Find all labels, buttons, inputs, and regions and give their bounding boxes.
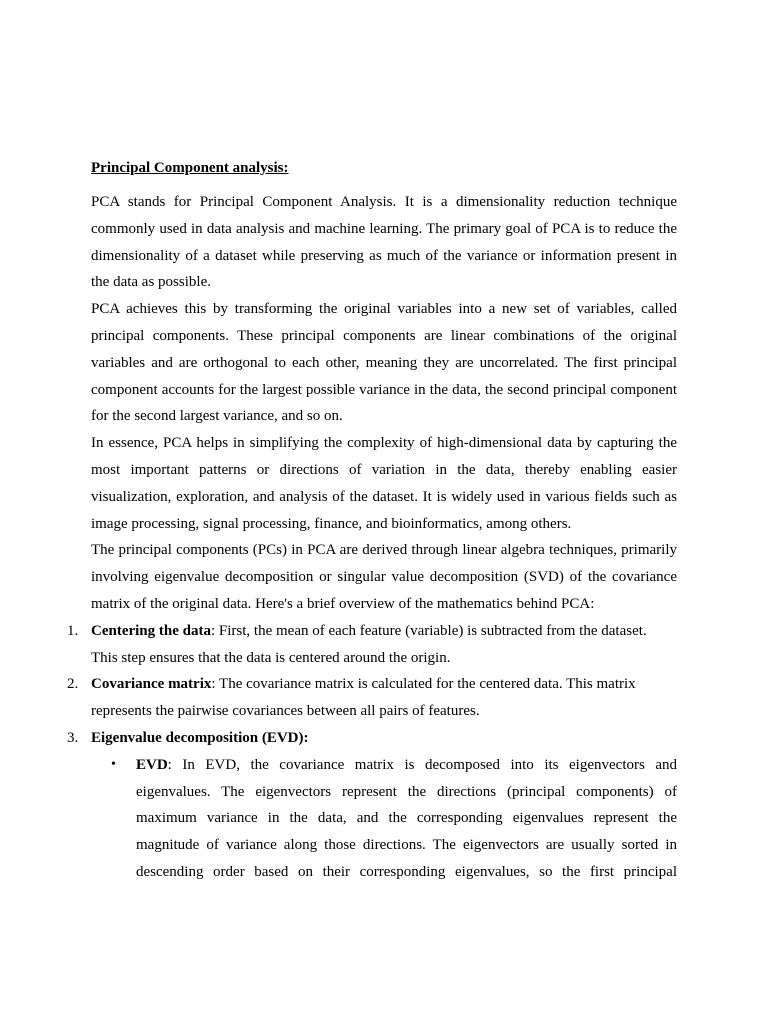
paragraph-pca-definition: PCA stands for Principal Component Analysis. It is a dimensionality reduction technique commonly used in data analysis and machine learning. The primary goal of PCA is to reduce the dimensionality of a dataset while preserving as much of the variance or information present in the data as possible.: [91, 194, 677, 291]
bullet-item-evd: [111, 752, 677, 886]
steps-list: [67, 618, 677, 886]
term-covariance-matrix: Covariance matrix: [91, 676, 212, 693]
paragraph-mathematics-intro: The principal components (PCs) in PCA are derived through linear algebra techniques, primarily involving eigenvalue decomposition or singular value decomposition (SVD) of the covariance matrix of the original data. Here's a brief overview of the mathematics behind PCA:: [91, 542, 677, 612]
list-number: 3.: [67, 729, 79, 746]
paragraph-essence: In essence, PCA helps in simplifying the complexity of high-dimensional data by capturing the most important patterns or directions of variation in the data, thereby enabling easier visualization, exploration, and analysis of the dataset. It is widely used in various fields such as image processing, signal processing, finance, and bioinformatics, among others.: [91, 435, 677, 532]
evd-bullet-list: [91, 752, 677, 886]
bullet-icon: •: [111, 756, 116, 772]
bullet-text: : In EVD, the covariance matrix is decomposed into its eigenvectors and eigenvalues. The eigenvectors represent the directions (principal components) of maximum variance in the data, and the corresponding eigenvalues represent the magnitude of variance along those directions. The eigenvectors are usually sorted in descending order based on their corresponding eigenvalues, so the first principal: [136, 756, 677, 880]
step-text: : First, the mean of each feature (variable) is subtracted from the dataset.: [211, 622, 647, 639]
list-item-covariance: [67, 671, 677, 725]
step-continuation: This step ensures that the data is centered around the origin.: [91, 649, 451, 666]
paragraph-principal-components: PCA achieves this by transforming the original variables into a new set of variables, called principal components. These principal components are linear combinations of the original variables and are orthogonal to each other, meaning they are uncorrelated. The first principal component accounts for the largest possible variance in the data, the second principal component for the second largest variance, and so on.: [91, 301, 677, 425]
list-number: 2.: [67, 676, 79, 693]
term-centering-the-data: Centering the data: [91, 622, 211, 639]
document-page: [67, 156, 677, 886]
document-heading: Principal Component analysis:: [91, 160, 289, 176]
list-number: 1.: [67, 622, 79, 639]
step-continuation: represents the pairwise covariances between all pairs of features.: [91, 703, 480, 720]
term-evd: EVD: [136, 756, 168, 773]
step-text: : The covariance matrix is calculated for the centered data. This matrix: [211, 676, 636, 693]
term-eigenvalue-decomposition: Eigenvalue decomposition (EVD):: [91, 729, 309, 746]
list-item-evd: [67, 725, 677, 886]
list-item-centering: [67, 618, 677, 672]
